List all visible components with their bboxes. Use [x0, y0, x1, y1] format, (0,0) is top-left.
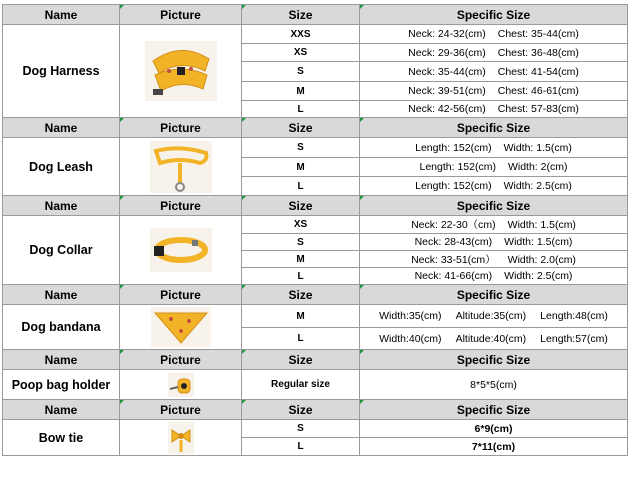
bow-tie-image	[168, 422, 194, 454]
header-picture: Picture	[120, 196, 242, 216]
specific-size-cell	[360, 158, 628, 177]
header-picture: Picture	[120, 285, 242, 305]
specific-size-cell	[360, 370, 628, 400]
size-row	[3, 25, 628, 44]
spec-value: Neck: 39-51(cm)	[408, 85, 486, 97]
size-row	[3, 370, 628, 400]
header-specific-size: Specific Size	[360, 5, 628, 25]
size-label: M	[242, 305, 360, 328]
product-name: Dog bandana	[3, 305, 120, 350]
header-name: Name	[3, 285, 120, 305]
header-specific-size: Specific Size	[360, 350, 628, 370]
header-name: Name	[3, 5, 120, 25]
size-label: M	[242, 251, 360, 268]
header-picture: Picture	[120, 5, 242, 25]
header-row	[3, 5, 628, 25]
header-picture: Picture	[120, 350, 242, 370]
product-picture	[120, 25, 242, 118]
specific-size-cell	[360, 268, 628, 285]
header-row	[3, 400, 628, 420]
spec-value: Width: 2.0(cm)	[507, 253, 576, 266]
spec-value: Altitude:35(cm)	[455, 310, 527, 322]
header-size: Size	[242, 350, 360, 370]
spec-value: 8*5*5(cm)	[470, 378, 517, 391]
header-specific-size: Specific Size	[360, 196, 628, 216]
spec-value: Width: 2.5(cm)	[504, 270, 573, 282]
product-picture	[120, 420, 242, 456]
spec-value: Length: 152(cm)	[415, 141, 492, 154]
size-label: XS	[242, 44, 360, 62]
spec-value: Length:57(cm)	[540, 332, 608, 345]
size-label: S	[242, 420, 360, 438]
specific-size-cell	[360, 305, 628, 328]
spec-value: Chest: 36-48(cm)	[497, 46, 579, 59]
header-name: Name	[3, 196, 120, 216]
spec-value: Width: 1.5(cm)	[507, 219, 576, 231]
size-row	[3, 138, 628, 158]
specific-size-cell	[360, 216, 628, 234]
size-label: S	[242, 62, 360, 82]
product-picture	[120, 216, 242, 285]
specific-size-cell	[360, 251, 628, 268]
header-row	[3, 118, 628, 138]
product-name: Dog Collar	[3, 216, 120, 285]
spec-value: 6*9(cm)	[474, 422, 513, 435]
size-chart-table	[2, 4, 628, 456]
header-size: Size	[242, 400, 360, 420]
product-picture	[120, 305, 242, 350]
spec-value: Chest: 41-54(cm)	[497, 65, 579, 78]
spec-value: Width:40(cm)	[379, 332, 442, 345]
header-name: Name	[3, 118, 120, 138]
header-name: Name	[3, 400, 120, 420]
leash-image	[150, 141, 212, 193]
spec-value: Length: 152(cm)	[415, 180, 492, 192]
spec-value: 7*11(cm)	[471, 440, 516, 453]
header-specific-size: Specific Size	[360, 400, 628, 420]
product-name: Poop bag holder	[3, 370, 120, 400]
size-label: XXS	[242, 25, 360, 44]
header-row	[3, 285, 628, 305]
header-specific-size: Specific Size	[360, 118, 628, 138]
bandana-image	[151, 307, 211, 347]
size-row	[3, 216, 628, 234]
specific-size-cell	[360, 328, 628, 350]
size-label: Regular size	[242, 370, 360, 400]
specific-size-cell	[360, 82, 628, 101]
product-name: Bow tie	[3, 420, 120, 456]
size-label: L	[242, 328, 360, 350]
size-row	[3, 420, 628, 438]
header-size: Size	[242, 196, 360, 216]
size-label: L	[242, 177, 360, 196]
specific-size-cell	[360, 101, 628, 118]
product-name: Dog Harness	[3, 25, 120, 118]
spec-value: Neck: 41-66(cm)	[414, 270, 493, 282]
size-label: L	[242, 268, 360, 285]
specific-size-cell	[360, 438, 628, 456]
header-picture: Picture	[120, 400, 242, 420]
header-row	[3, 196, 628, 216]
spec-value: Neck: 35-44(cm)	[408, 65, 486, 78]
size-label: L	[242, 101, 360, 118]
spec-value: Neck: 33-51(cm）	[411, 253, 496, 266]
spec-value: Width: 2(cm)	[507, 161, 568, 173]
product-picture	[120, 370, 242, 400]
spec-value: Width:35(cm)	[379, 310, 442, 322]
spec-value: Neck: 42-56(cm)	[408, 103, 486, 115]
size-row	[3, 305, 628, 328]
poop-bag-holder-image	[168, 373, 194, 397]
header-specific-size: Specific Size	[360, 285, 628, 305]
spec-value: Length:48(cm)	[540, 310, 608, 322]
header-row	[3, 350, 628, 370]
spec-value: Neck: 28-43(cm)	[414, 236, 493, 248]
product-name: Dog Leash	[3, 138, 120, 196]
spec-value: Neck: 24-32(cm)	[408, 28, 486, 40]
specific-size-cell	[360, 62, 628, 82]
header-size: Size	[242, 285, 360, 305]
size-label: S	[242, 138, 360, 158]
spec-value: Length: 152(cm)	[419, 161, 496, 173]
specific-size-cell	[360, 25, 628, 44]
header-name: Name	[3, 350, 120, 370]
spec-value: Neck: 22-30（cm)	[411, 219, 496, 231]
specific-size-cell	[360, 234, 628, 251]
header-size: Size	[242, 5, 360, 25]
size-label: S	[242, 234, 360, 251]
specific-size-cell	[360, 420, 628, 438]
spec-value: Chest: 57-83(cm)	[497, 103, 579, 115]
harness-image	[145, 41, 217, 101]
specific-size-cell	[360, 177, 628, 196]
product-picture	[120, 138, 242, 196]
spec-value: Width: 2.5(cm)	[503, 180, 572, 192]
specific-size-cell	[360, 138, 628, 158]
spec-value: Width: 1.5(cm)	[504, 236, 573, 248]
size-label: XS	[242, 216, 360, 234]
header-picture: Picture	[120, 118, 242, 138]
spec-value: Altitude:40(cm)	[455, 332, 527, 345]
spec-value: Chest: 46-61(cm)	[497, 85, 579, 97]
spec-value: Neck: 29-36(cm)	[408, 46, 486, 59]
specific-size-cell	[360, 44, 628, 62]
spec-value: Chest: 35-44(cm)	[497, 28, 579, 40]
collar-image	[150, 228, 212, 272]
size-label: M	[242, 82, 360, 101]
size-label: M	[242, 158, 360, 177]
spec-value: Width: 1.5(cm)	[503, 141, 572, 154]
header-size: Size	[242, 118, 360, 138]
size-label: L	[242, 438, 360, 456]
